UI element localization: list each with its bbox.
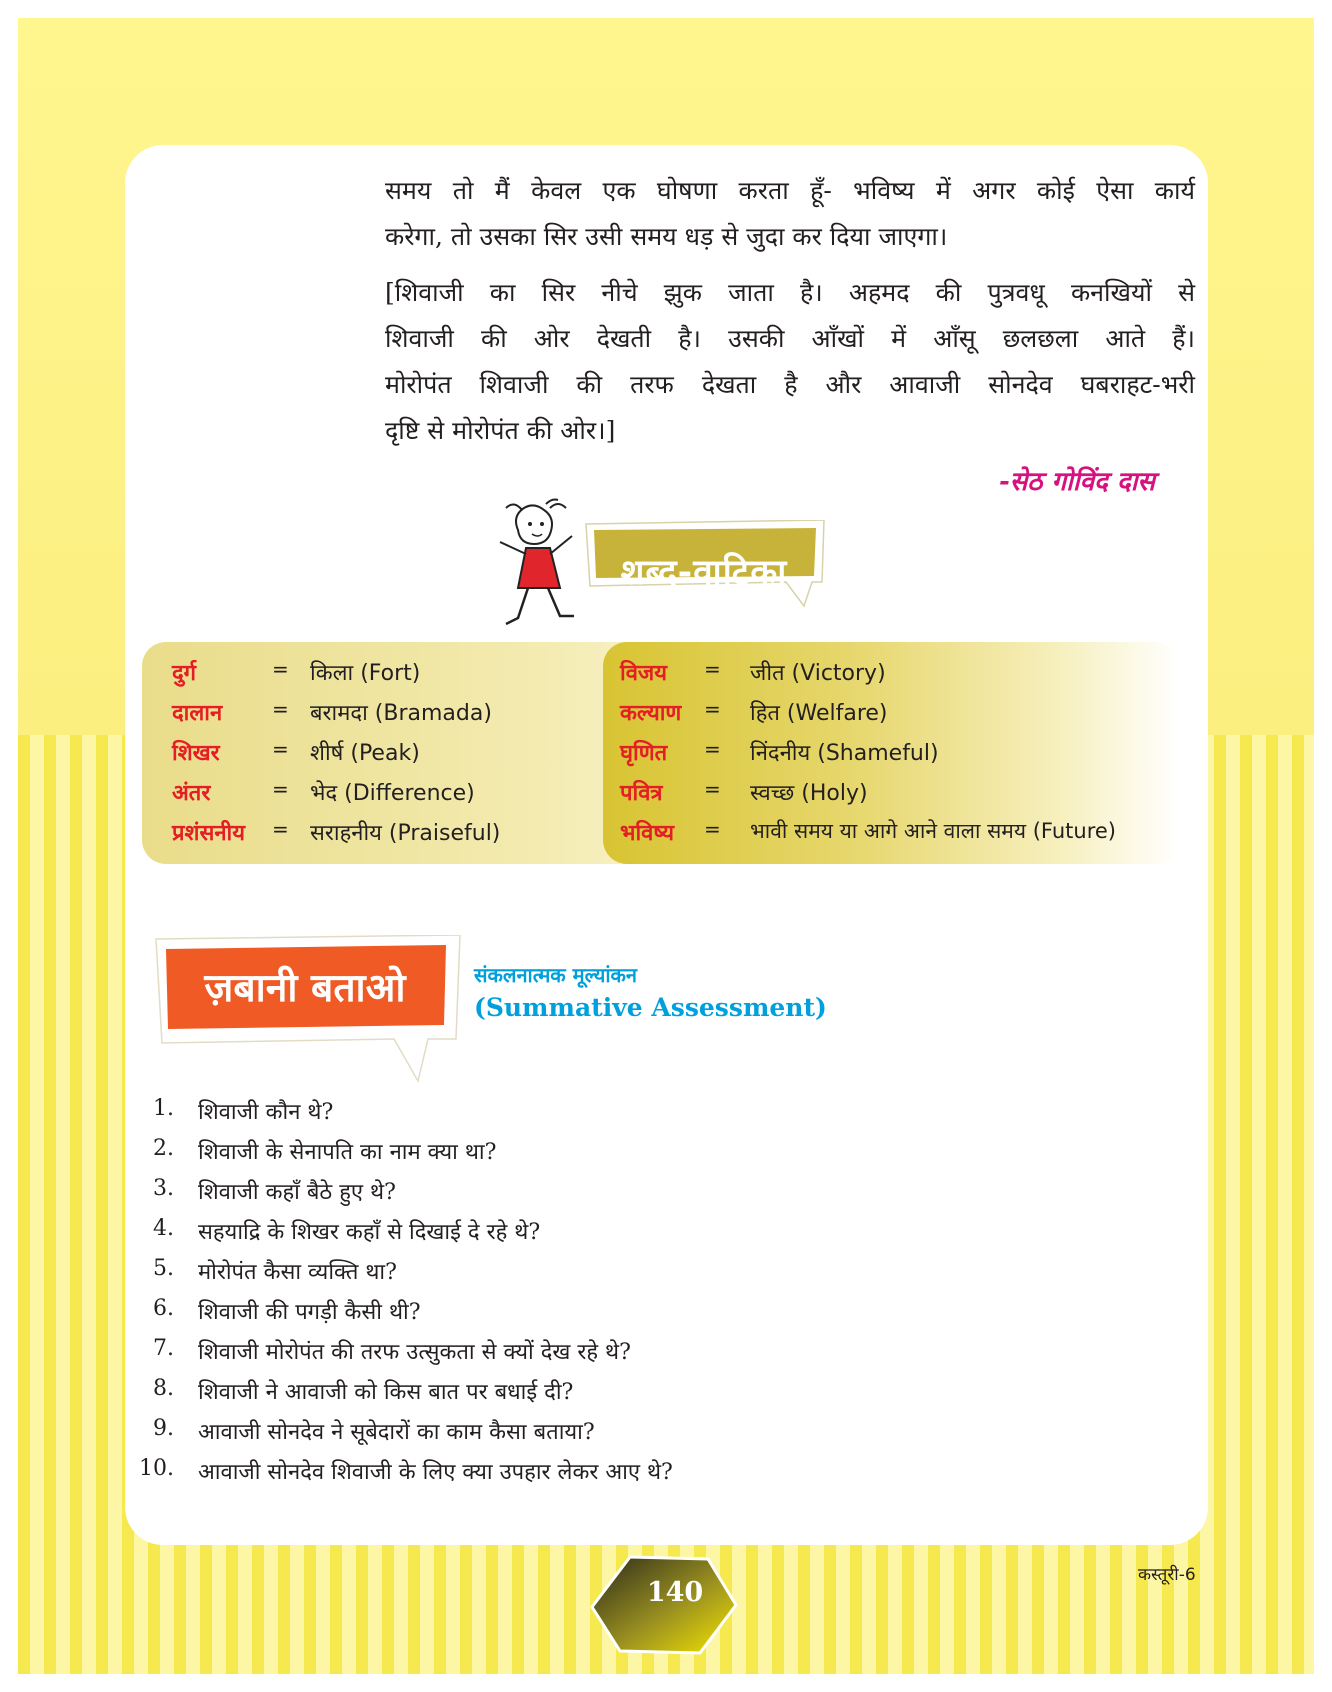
vocab-row [620, 657, 1180, 693]
book-label: कस्तूरी-6 [1138, 1565, 1196, 1585]
vocab-equals: = [272, 697, 289, 721]
vocab-word: शिखर [172, 741, 220, 766]
vocab-row [620, 697, 1180, 733]
question-number: 4. [153, 1216, 174, 1241]
vocab-word: भविष्य [620, 821, 674, 846]
paragraph-line: [शिवाजी का सिर नीचे झुक जाता है। अहमद की पुत्रवधू कनखियों से [385, 278, 1195, 307]
vocab-meaning: भावी समय या आगे आने वाला समय (Future) [750, 819, 1116, 843]
vocab-row [172, 657, 572, 693]
vocab-word: दालान [172, 701, 223, 726]
vocab-row [172, 777, 572, 813]
vocab-equals: = [704, 817, 721, 841]
vocab-word: प्रशंसनीय [172, 821, 246, 846]
vocab-meaning: सराहनीय (Praiseful) [310, 821, 501, 846]
question-number: 10. [139, 1456, 174, 1481]
vocab-word: विजय [620, 661, 668, 686]
author-credit: -सेठ गोविंद दास [998, 467, 1155, 497]
question-text: आवाजी सोनदेव ने सूबेदारों का काम कैसा बताया? [198, 1420, 595, 1445]
vocab-equals: = [704, 777, 721, 801]
vocab-word: घृणित [620, 741, 668, 766]
vocab-row [620, 817, 1180, 853]
vocab-meaning: स्वच्छ (Holy) [750, 781, 868, 806]
vocab-row [172, 737, 572, 773]
question-text: शिवाजी ने आवाजी को किस बात पर बधाई दी? [198, 1380, 574, 1405]
question-number: 8. [153, 1376, 174, 1401]
paragraph-line: शिवाजी की ओर देखती है। उसकी आँखों में आँसू छलछला आते हैं। [385, 324, 1195, 353]
vocab-word: पवित्र [620, 781, 663, 806]
question-text: मोरोपंत कैसा व्यक्ति था? [198, 1260, 397, 1285]
vocab-meaning: निंदनीय (Shameful) [750, 741, 939, 766]
vocab-equals: = [272, 817, 289, 841]
question-text: शिवाजी कौन थे? [198, 1100, 334, 1125]
vocab-equals: = [272, 777, 289, 801]
question-number: 9. [153, 1416, 174, 1441]
assessment-label-english: (Summative Assessment) [474, 993, 827, 1022]
question-text: सहयाद्रि के शिखर कहाँ से दिखाई दे रहे थे? [198, 1220, 541, 1245]
question-number: 3. [153, 1176, 174, 1201]
vocab-word: कल्याण [620, 701, 682, 726]
question-number: 6. [153, 1296, 174, 1321]
story-paragraph-1 [385, 168, 1195, 260]
paragraph-line: मोरोपंत शिवाजी की तरफ देखता है और आवाजी सोनदेव घबराहट-भरी [385, 370, 1195, 399]
question-number: 7. [153, 1336, 174, 1361]
paragraph-line: दृष्टि से मोरोपंत की ओर।] [385, 416, 616, 445]
vocab-row [172, 817, 572, 853]
vocab-word: अंतर [172, 781, 211, 806]
vocab-row [620, 737, 1180, 773]
question-text: शिवाजी की पगड़ी कैसी थी? [198, 1300, 421, 1325]
vocab-meaning: किला (Fort) [310, 661, 421, 686]
vocab-meaning: भेद (Difference) [310, 781, 475, 806]
story-paragraph-2 [385, 270, 1195, 454]
vocab-row [620, 777, 1180, 813]
vocab-meaning: हित (Welfare) [750, 701, 888, 726]
vocab-row [172, 697, 572, 733]
question-number: 2. [153, 1136, 174, 1161]
vocab-word: दुर्ग [172, 661, 197, 686]
vocab-equals: = [704, 697, 721, 721]
question-number: 1. [153, 1096, 174, 1121]
vocab-equals: = [272, 657, 289, 681]
paragraph-line: समय तो मैं केवल एक घोषणा करता हूँ- भविष्य में अगर कोई ऐसा कार्य [385, 176, 1195, 205]
oral-section-title: ज़बानी बताओ [204, 966, 406, 1011]
question-number: 5. [153, 1256, 174, 1281]
vocab-equals: = [272, 737, 289, 761]
vocab-equals: = [704, 737, 721, 761]
question-text: आवाजी सोनदेव शिवाजी के लिए क्या उपहार लेकर आए थे? [198, 1460, 673, 1485]
page-number: 140 [646, 1577, 704, 1608]
running-girl-illustration [488, 498, 593, 636]
question-text: शिवाजी मोरोपंत की तरफ उत्सुकता से क्यों देख रहे थे? [198, 1340, 631, 1365]
vocab-equals: = [704, 657, 721, 681]
question-text: शिवाजी के सेनापति का नाम क्या था? [198, 1140, 497, 1165]
vocab-meaning: बरामदा (Bramada) [310, 701, 492, 726]
paragraph-line: करेगा, तो उसका सिर उसी समय धड़ से जुदा कर दिया जाएगा। [385, 222, 948, 251]
vocab-section-title: शब्द-वाटिका [620, 553, 788, 593]
question-text: शिवाजी कहाँ बैठे हुए थे? [198, 1180, 396, 1205]
assessment-label-hindi: संकलनात्मक मूल्यांकन [474, 963, 637, 987]
vocab-meaning: शीर्ष (Peak) [310, 741, 420, 766]
vocab-meaning: जीत (Victory) [750, 661, 886, 686]
